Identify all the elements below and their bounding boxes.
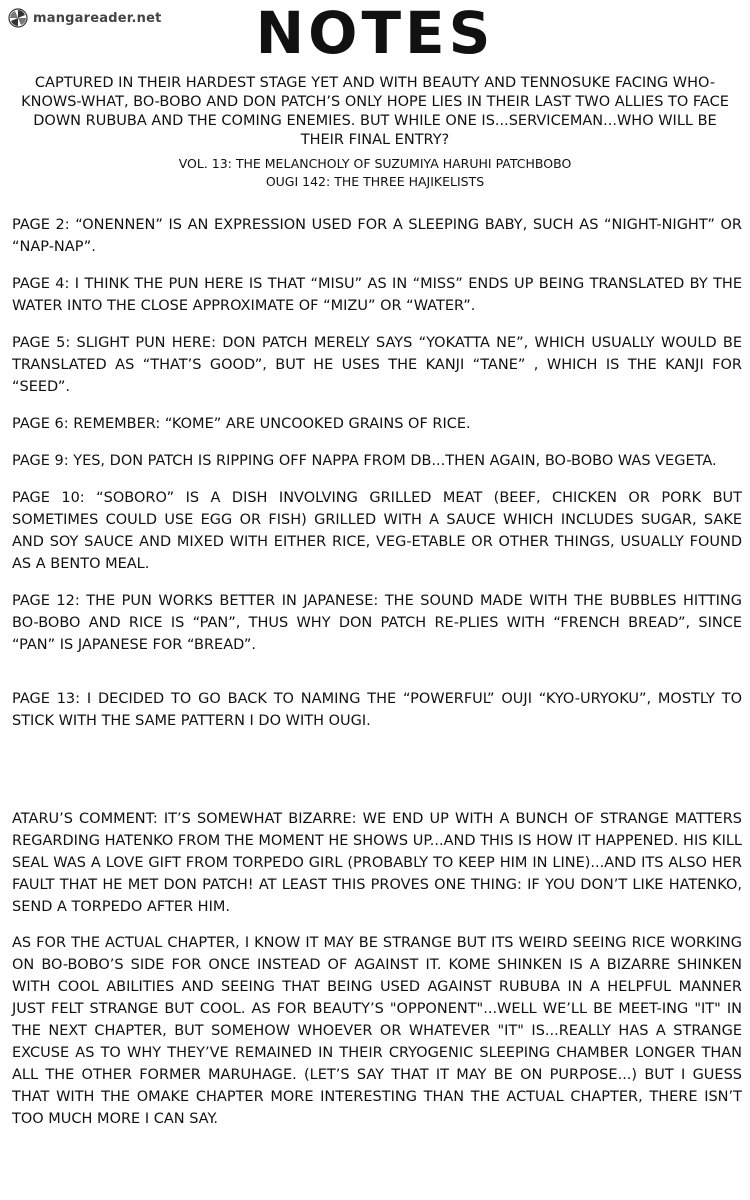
page-note: PAGE 10: “SOBORO” IS A DISH INVOLVING GRILLED MEAT (BEEF, CHICKEN OR PORK BUT SOMETIMES COULD USE EGG OR FISH) GRILLED WITH A SAUCE WHICH INCLUDES SUGAR, SAKE AND SOY SAUCE AND MIXED WITH EITHER RICE, VEG-ETABLE OR OTHER THINGS, USUALLY FOUND AS A BENTO MEAL. (12, 490, 742, 572)
page-note: PAGE 5: SLIGHT PUN HERE: DON PATCH MERELY SAYS “YOKATTA NE”, WHICH USUALLY WOULD BE TRANSLATED AS “THAT’S GOOD”, BUT HE USES THE KANJI “TANE” , WHICH IS THE KANJI FOR “SEED”. (12, 335, 742, 395)
volume-title: VOL. 13: THE MELANCHOLY OF SUZUMIYA HARUHI PATCHBOBO (178, 156, 572, 171)
page-note: PAGE 12: THE PUN WORKS BETTER IN JAPANESE: THE SOUND MADE WITH THE BUBBLES HITTING BO-BOBO AND RICE IS “PAN”, THUS WHY DON PATCH RE-PLIES WITH “FRENCH BREAD”, SINCE “PAN” IS JAPANESE FOR “BREAD”. (12, 593, 742, 653)
page-note: PAGE 2: “ONENNEN” IS AN EXPRESSION USED FOR A SLEEPING BABY, SUCH AS “NIGHT-NIGHT” OR “NAP-NAP”. (12, 217, 742, 255)
page-title: NOTES (255, 0, 495, 67)
volume-info (14, 155, 736, 191)
comment-paragraph: AS FOR THE ACTUAL CHAPTER, I KNOW IT MAY BE STRANGE BUT ITS WEIRD SEEING RICE WORKING ON BO-BOBO’S SIDE FOR ONCE INSTEAD OF AGAINST IT. KOME SHINKEN IS A BIZARRE SHINKEN WITH COOL ABILITIES AND SEEING THAT BEING USED AGAINST RUBUBA IN A HELPFUL MANNER JUST FELT STRANGE BUT COOL. AS FOR BEAUTY’S "OPPONENT"...WELL WE’LL BE MEET-ING "IT" IN THE NEXT CHAPTER, BUT SOMEHOW WHOEVER OR WHATEVER "IT" IS...REALLY HAS A STRANGE EXCUSE AS TO WHY THEY’VE REMAINED IN THEIR CRYOGENIC SLEEPING CHAMBER LONGER THAN ALL THE OTHER FORMER MARUHAGE. (LET’S SAY THAT IT MAY BE ON PURPOSE...) BUT I GUESS THAT WITH THE OMAKE CHAPTER MORE INTERESTING THAN THE ACTUAL CHAPTER, THERE ISN’T TOO MUCH MORE I CAN SAY. (12, 935, 742, 1127)
page-note: PAGE 6: REMEMBER: “KOME” ARE UNCOOKED GRAINS OF RICE. (12, 416, 471, 432)
watermark-text: mangareader.net (33, 10, 162, 26)
comment-paragraph: ATARU’S COMMENT: IT’S SOMEWHAT BIZARRE: WE END UP WITH A BUNCH OF STRANGE MATTERS REGARDING HATENKO FROM THE MOMENT HE SHOWS UP...AND THIS IS HOW IT HAPPENED. HIS KILL SEAL WAS A LOVE GIFT FROM TORPEDO GIRL (PROBABLY TO KEEP HIM IN LINE)...AND ITS ALSO HER FAULT THAT HE MET DON PATCH! AT LEAST THIS PROVES ONE THING: IF YOU DON’T LIKE HATENKO, SEND A TORPEDO AFTER HIM. (12, 811, 742, 915)
chapter-intro: CAPTURED IN THEIR HARDEST STAGE YET AND WITH BEAUTY AND TENNOSUKE FACING WHO-KNOWS-WHAT, BO-BOBO AND DON PATCH’S ONLY HOPE LIES IN THEIR LAST TWO ALLIES TO FACE DOWN RUBUBA AND THE COMING ENEMIES. BUT WHILE ONE IS...SERVICEMAN...WHO WILL BE THEIR FINAL ENTRY? (21, 75, 729, 148)
chapter-title: OUGI 142: THE THREE HAJIKELISTS (265, 174, 485, 189)
translator-comments (12, 808, 742, 1144)
page-note: PAGE 13: I DECIDED TO GO BACK TO NAMING THE “POWERFUL” OUJI “KYO-URYOKU”, MOSTLY TO STICK WITH THE SAME PATTERN I DO WITH OUGI. (12, 691, 742, 729)
page-notes-list (12, 214, 742, 747)
page-note: PAGE 9: YES, DON PATCH IS RIPPING OFF NAPPA FROM DB...THEN AGAIN, BO-BOBO WAS VEGETA. (12, 453, 717, 469)
page-note: PAGE 4: I THINK THE PUN HERE IS THAT “MISU” AS IN “MISS” ENDS UP BEING TRANSLATED BY THE WATER INTO THE CLOSE APPROXIMATE OF “MIZU” OR “WATER”. (12, 276, 742, 314)
